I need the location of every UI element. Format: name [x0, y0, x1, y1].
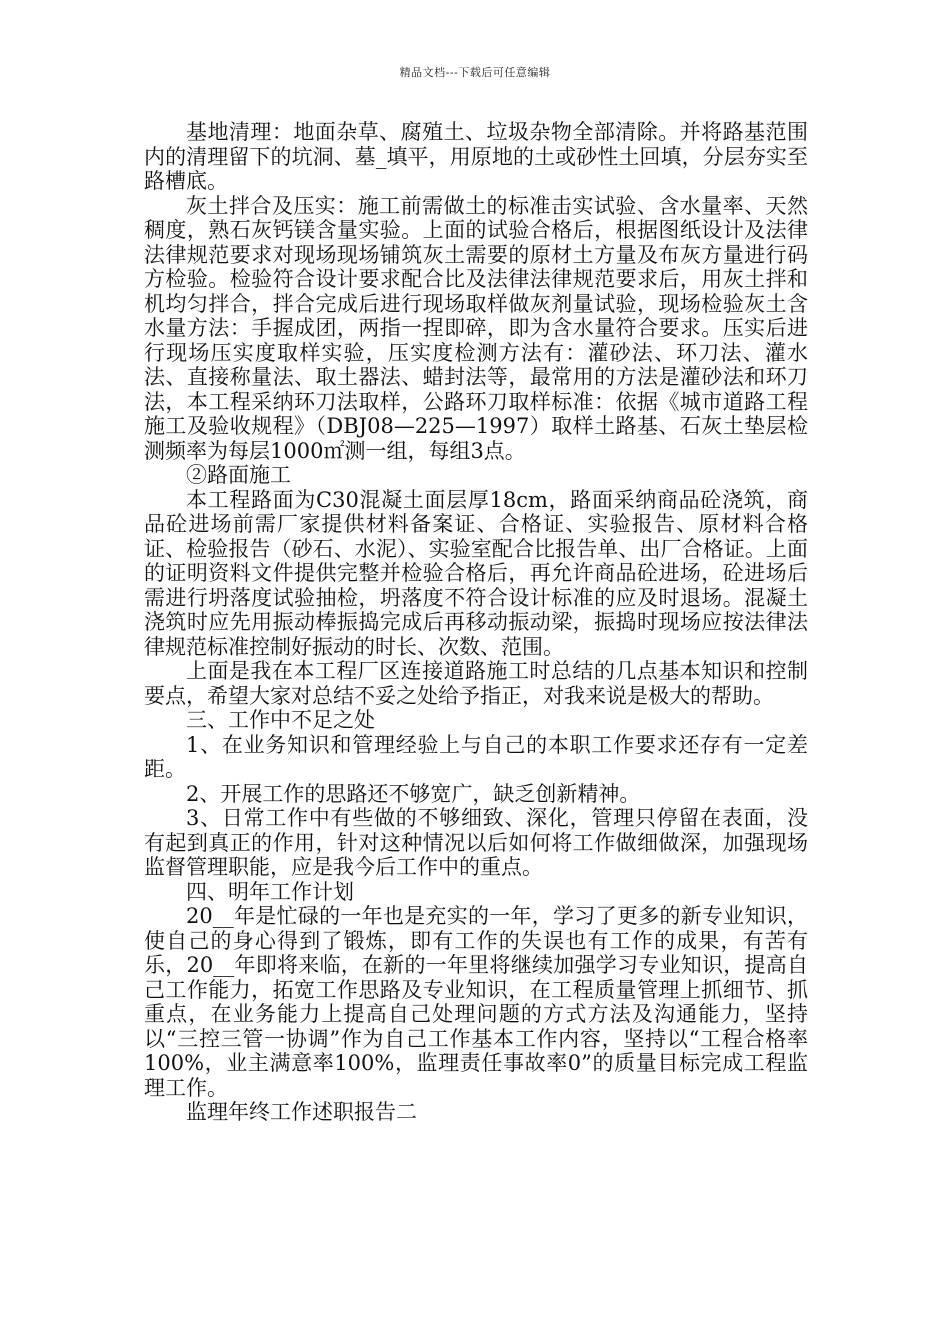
paragraph-next-year-plan: 20__年是忙碌的一年也是充实的一年，学习了更多的新专业知识，使自己的身心得到了锻炼，即有工作的失误也有工作的成果，有苦有乐，20__年即将来临，在新的一年里将继续加强学习专业知识，提高自己工作能力，拓宽工作思路及专业知识，在工程质量管理上抓细节、抓重点，在业务能力上提高自己处理问题的方式方法及沟通能力，坚持以“三控三管一协调”作为自己工作基本工作内容，坚持以“工程合格率100%，业主满意率100%，监理责任事故率0”的质量目标完成工程监理工作。 — [144, 904, 808, 1100]
paragraph-road-surface: 本工程路面为C30混凝土面层厚18cm，路面采纳商品砼浇筑，商品砼进场前需厂家提供材料备案证、合格证、实验报告、原材料合格证、检验报告（砂石、水泥）、实验室配合比报告单、出厂合格证。上面的证明资料文件提供完整并检验合格后，再允许商品砼进场，砼进场后需进行坍落度试验抽检，坍落度不符合设计标准的应及时退场。混凝土浇筑时应先用振动棒振捣完成后再移动振动梁，振捣时现场应按法律法律规范标准控制好振动的时长、次数、范围。 — [144, 487, 808, 659]
list-item-shortcoming-3: 3、日常工作中有些做的不够细致、深化，管理只停留在表面，没有起到真正的作用，针对这种情况以后如何将工作做细做深，加强现场监督管理职能，应是我今后工作中的重点。 — [144, 806, 808, 879]
heading-shortcomings: 三、工作中不足之处 — [186, 708, 375, 732]
document-body — [144, 120, 808, 1125]
list-item-shortcoming-1: 1、在业务知识和管理经验上与自己的本职工作要求还存有一定差距。 — [144, 732, 808, 781]
list-item-shortcoming-2: 2、开展工作的思路还不够宽广，缺乏创新精神。 — [186, 781, 641, 806]
paragraph-summary: 上面是我在本工程厂区连接道路施工时总结的几点基本知识和控制要点，希望大家对总结不妥之处给予指正，对我来说是极大的帮助。 — [144, 659, 808, 708]
heading-next-year-plan: 四、明年工作计划 — [186, 879, 354, 904]
page-header: 精品文档---下载后可任意编辑 — [399, 66, 551, 79]
heading-road-surface-construction: ②路面施工 — [186, 463, 291, 487]
heading-report-two: 监理年终工作述职报告二 — [186, 1100, 417, 1124]
paragraph-lime-soil-compaction: 灰土拌合及压实：施工前需做土的标准击实试验、含水量率、天然稠度，熟石灰钙镁含量实验。上面的试验合格后，根据图纸设计及法律法律规范要求对现场现场铺筑灰土需要的原材土方量及布灰方量进行码方检验。检验符合设计要求配合比及法律法律规范要求后，用灰土拌和机均匀拌合，拌合完成后进行现场取样做灰剂量试验，现场检验灰土含水量方法：手握成团，两指一捏即碎，即为含水量符合要求。压实后进行现场压实度取样实验，压实度检测方法有：灌砂法、环刀法、灌水法、直接称量法、取土器法、蜡封法等，最常用的方法是灌砂法和环刀法，本工程采纳环刀法取样，公路环刀取样标准：依据《城市道路工程施工及验收规程》（DBJ08—225—1997）取样土路基、石灰土垫层检测频率为每层1000㎡测一组，每组3点。 — [144, 193, 808, 463]
paragraph-site-clearing: 基地清理：地面杂草、腐殖土、垃圾杂物全部清除。并将路基范围内的清理留下的坑洞、墓_填平，用原地的土或砂性土回填，分层夯实至路槽底。 — [144, 120, 808, 193]
